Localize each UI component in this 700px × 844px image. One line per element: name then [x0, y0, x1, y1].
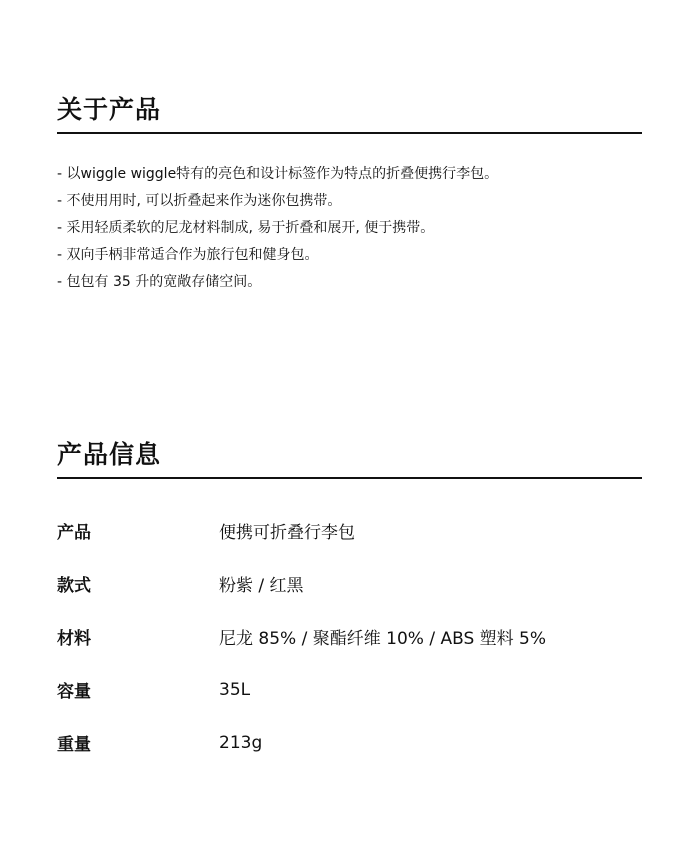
spec-label: 容量	[57, 682, 91, 702]
spec-row-weight	[57, 716, 642, 769]
spec-value: 213g	[219, 732, 263, 753]
spec-label: 重量	[57, 735, 91, 755]
spec-row-material	[57, 610, 642, 663]
feature-item: - 采用轻质柔软的尼龙材料制成, 易于折叠和展开, 便于携带。	[57, 220, 435, 236]
product-info-section	[57, 437, 642, 769]
feature-item: - 双向手柄非常适合作为旅行包和健身包。	[57, 247, 319, 263]
spec-label: 款式	[57, 576, 91, 596]
spec-row-style	[57, 557, 642, 610]
spec-value: 便携可折叠行李包	[219, 523, 355, 543]
feature-list	[57, 161, 642, 296]
spec-row-capacity	[57, 663, 642, 716]
spec-value: 尼龙 85% / 聚酯纤维 10% / ABS 塑料 5%	[219, 629, 547, 649]
about-product-divider	[57, 132, 642, 134]
spec-table	[57, 504, 642, 769]
spec-value: 粉紫 / 红黑	[219, 576, 304, 596]
feature-item: - 不使用用时, 可以折叠起来作为迷你包携带。	[57, 193, 342, 209]
spec-row-product	[57, 504, 642, 557]
spec-label: 产品	[57, 523, 91, 543]
product-info-divider	[57, 477, 642, 479]
feature-item: - 以wiggle wiggle特有的亮色和设计标签作为特点的折叠便携行李包。	[57, 166, 499, 182]
feature-item: - 包包有 35 升的宽敞存储空间。	[57, 274, 262, 290]
spec-label: 材料	[57, 629, 91, 649]
about-product-section	[57, 92, 642, 296]
spec-value: 35L	[219, 679, 251, 700]
product-info-title: 产品信息	[57, 440, 162, 469]
about-product-title: 关于产品	[57, 95, 162, 124]
